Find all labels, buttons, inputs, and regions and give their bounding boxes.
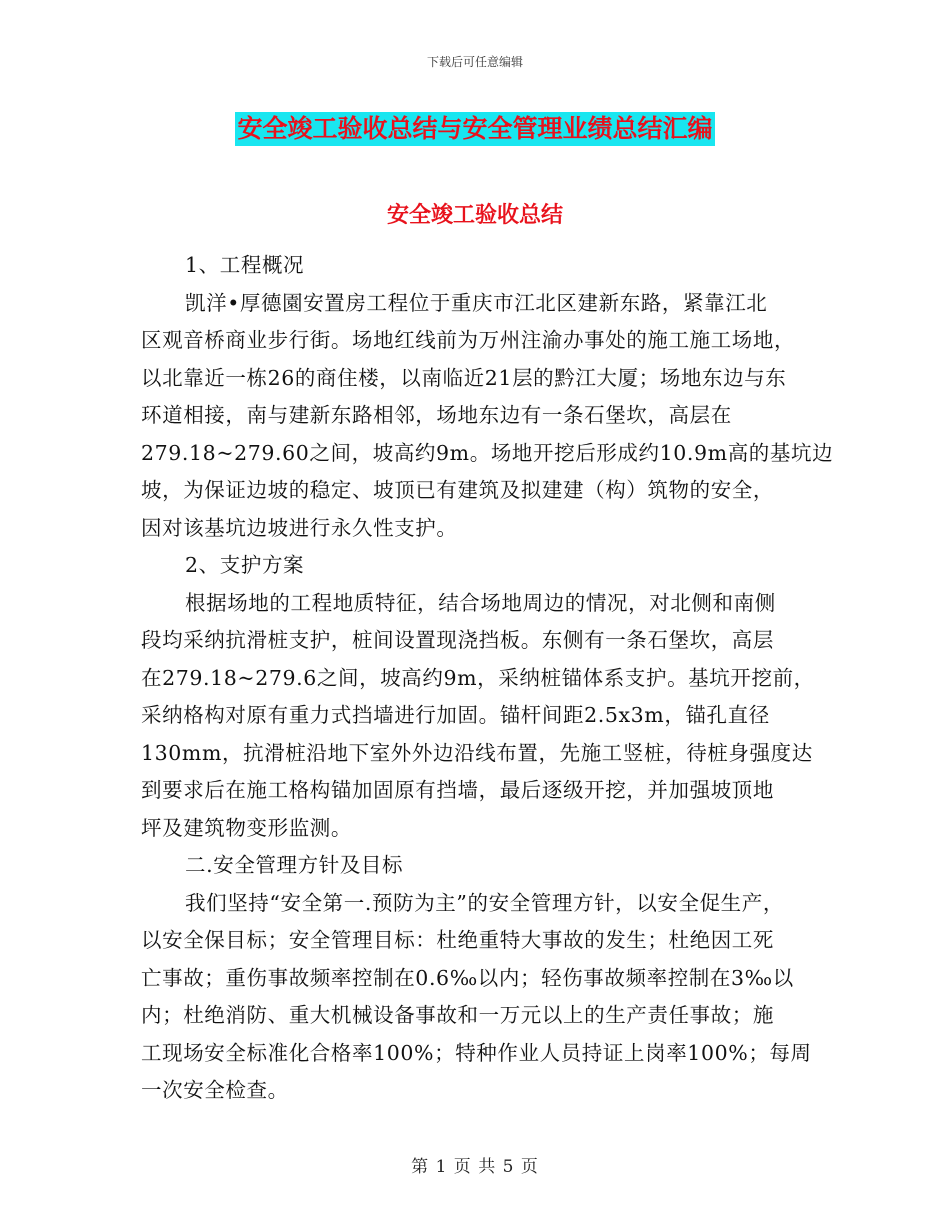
heading-project-overview: 1、工程概况	[185, 253, 305, 277]
paragraph-line: 环道相接，南与建新东路相邻，场地东边有一条石堡坎，高层在	[141, 403, 732, 427]
paragraph-line: 因对该基坑边坡进行永久性支护。	[141, 515, 458, 540]
paragraph-line: 坡，为保证边坡的稳定、坡顶已有建筑及拟建建（构）筑物的安全，	[141, 478, 774, 502]
section-title: 安全竣工验收总结	[386, 203, 563, 228]
paragraph-line: 凯洋•厚德園安置房工程位于重庆市江北区建新东路，紧靠江北	[185, 290, 768, 315]
page-footer: 第 1 页 共 5 页	[411, 1157, 539, 1177]
paragraph-line: 我们坚持“安全第一.预防为主”的安全管理方针，以安全促生产，	[185, 890, 784, 915]
heading-safety-policy: 二.安全管理方针及目标	[185, 853, 404, 877]
paragraph-line: 到要求后在施工格构锚加固原有挡墙，最后逐级开挖，并加强坡顶地	[141, 778, 774, 802]
paragraph-line: 内；杜绝消防、重大机械设备事故和一万元以上的生产责任事故；施	[141, 1003, 774, 1027]
paragraph-line: 以安全保目标；安全管理目标：杜绝重特大事故的发生；杜绝因工死	[141, 928, 774, 952]
paragraph-line: 亡事故；重伤事故频率控制在0.6‰以内；轻伤事故频率控制在3‰以	[141, 965, 794, 990]
paragraph-line: 根据场地的工程地质特征，结合场地周边的情况，对北侧和南侧	[185, 590, 776, 615]
header-note: 下载后可任意编辑	[426, 55, 523, 69]
doc-title-container	[0, 112, 950, 146]
heading-support-plan: 2、支护方案	[185, 553, 305, 577]
paragraph-line: 采纳格构对原有重力式挡墙进行加固。锚杆间距2.5x3m，锚孔直径	[141, 703, 770, 727]
paragraph-line: 279.18~279.60之间，坡高约9m。场地开挖后形成约10.9m高的基坑边	[141, 440, 834, 465]
paragraph-line: 段均采纳抗滑桩支护，桩间设置现浇挡板。东侧有一条石堡坎，高层	[141, 628, 774, 652]
paragraph-line: 以北靠近一栋26的商住楼，以南临近21层的黔江大厦；场地东边与东	[141, 365, 787, 390]
document-title: 安全竣工验收总结与安全管理业绩总结汇编	[235, 112, 714, 146]
paragraph-line: 工现场安全标准化合格率100%；特种作业人员持证上岗率100%；每周	[141, 1040, 812, 1065]
paragraph-line: 区观音桥商业步行街。场地红线前为万州注渝办事处的施工施工场地，	[141, 328, 796, 352]
document-body	[141, 247, 834, 1110]
paragraph-line: 坪及建筑物变形监测。	[141, 815, 352, 840]
paragraph-line: 130mm，抗滑桩沿地下室外外边沿线布置，先施工竖桩，待桩身强度达	[141, 740, 813, 765]
paragraph-line: 在279.18~279.6之间，坡高约9m，采纳桩锚体系支护。基坑开挖前，	[141, 665, 815, 690]
paragraph-line: 一次安全检查。	[141, 1078, 289, 1102]
